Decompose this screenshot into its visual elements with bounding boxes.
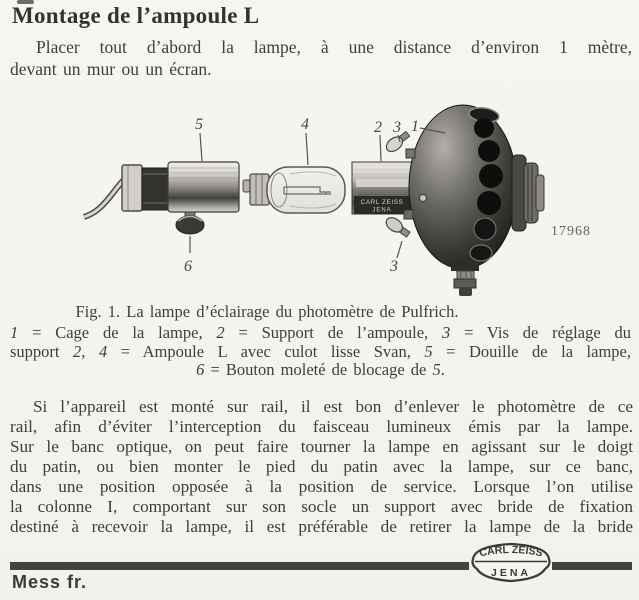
part-label-vis-bas: 3 bbox=[390, 258, 398, 275]
logo-text-jena: JENA bbox=[490, 567, 532, 579]
foot-collar bbox=[451, 262, 479, 271]
lamp-brand-line2: JENA bbox=[372, 207, 392, 214]
dome-pin bbox=[420, 195, 427, 202]
photo-reference-number: 17968 bbox=[551, 224, 591, 239]
dome-hole bbox=[474, 118, 494, 138]
text-line: devant un mur ou un écran. bbox=[10, 59, 212, 79]
intro-paragraph bbox=[10, 36, 632, 80]
logo-text-carl-zeiss: CARL ZEISS bbox=[478, 543, 544, 560]
legend-line: 6 = Bouton moleté de blocage de 5. bbox=[196, 360, 445, 379]
dome-hole bbox=[470, 245, 492, 261]
text-line: destiné à recevoir la lampe, il est préférable de retirer la lampe de la bride bbox=[10, 517, 633, 536]
engraved-strip bbox=[356, 179, 409, 187]
foot-stud bbox=[459, 288, 472, 296]
text-line: la colonne I, comportant sur son socle un support avec bride de fixation bbox=[10, 497, 633, 516]
bulb-base bbox=[250, 174, 269, 205]
dome-hole bbox=[474, 218, 496, 240]
text-line: dans une position opposée à la position de service. Lorsque l’on utilise bbox=[10, 477, 633, 496]
carl-zeiss-jena-logo bbox=[468, 537, 554, 587]
dome-hole bbox=[477, 191, 501, 215]
part-label-cage: 1 bbox=[411, 118, 419, 135]
lamp-brand-line1: CARL ZEISS bbox=[360, 199, 404, 206]
screw-boss-bottom bbox=[404, 210, 413, 219]
side-flange-inner bbox=[536, 175, 544, 211]
part-label-douille: 5 bbox=[195, 116, 203, 133]
dome-hole bbox=[478, 140, 500, 162]
body-paragraph bbox=[10, 397, 633, 537]
bulb-contact-tip bbox=[243, 180, 250, 192]
bulb-group bbox=[243, 167, 345, 213]
footer-rule-right bbox=[552, 562, 632, 570]
part-label-ampoule: 4 bbox=[301, 116, 309, 133]
text-line: Si l’appareil est monté sur rail, il est bon d’enlever le photomètre de ce bbox=[33, 397, 633, 416]
dome-hole bbox=[479, 164, 503, 188]
lamp-socket-group bbox=[84, 162, 239, 234]
foot-ring bbox=[454, 279, 476, 288]
figure-legend bbox=[10, 324, 631, 380]
edition-mark: Mess fr. bbox=[12, 572, 88, 592]
page-title: Montage de l’ampoule L bbox=[12, 3, 260, 28]
screw-boss-top bbox=[406, 149, 415, 158]
figure-illustration bbox=[0, 95, 639, 300]
socket-barrel bbox=[168, 162, 239, 212]
footer-rule-left bbox=[10, 562, 469, 570]
part-label-bouton: 6 bbox=[184, 258, 192, 275]
text-line: du patin, ou bien monter le pied du patin avec la lampe, sur ce banc, bbox=[10, 457, 633, 476]
text-line: Placer tout d’abord la lampe, à une distance d’environ 1 mètre, bbox=[36, 37, 632, 57]
legend-line: support 2, 4 = Ampoule L avec culot lisse Svan, 5 = Douille de la lampe, bbox=[10, 341, 631, 361]
part-label-vis-haut: 3 bbox=[393, 119, 401, 136]
socket-end-cap bbox=[122, 165, 142, 211]
legend-line: 1 = Cage de la lampe, 2 = Support de l’ampoule, 3 = Vis de réglage du bbox=[10, 323, 631, 342]
text-line: rail, afin d’éviter l’interception du faisceau lumineux émis par la lampe. bbox=[10, 417, 633, 436]
part-label-support: 2 bbox=[374, 119, 382, 136]
figure-caption: Fig. 1. La lampe d’éclairage du photomètre de Pulfrich. bbox=[75, 302, 459, 321]
text-line: Sur le banc optique, on peut faire tourner la lampe en agissant sur le doigt bbox=[10, 437, 633, 456]
bulb-glass bbox=[267, 167, 345, 213]
lamp-assembly-drawing bbox=[0, 95, 639, 300]
